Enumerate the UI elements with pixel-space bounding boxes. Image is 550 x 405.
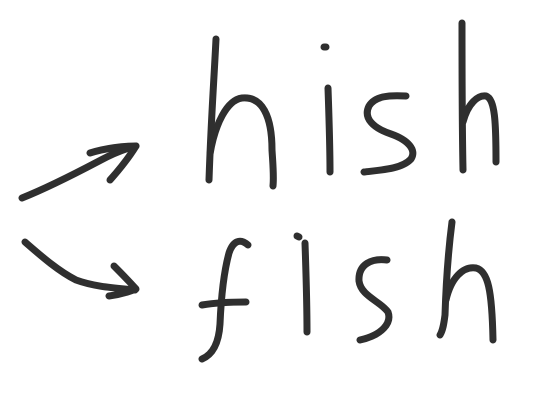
hish-i-stem [328,88,330,172]
arrow-down-right-icon [25,242,136,296]
hish-h-bowl [210,98,273,186]
fish-i-dot [297,236,299,237]
fish-h-stem [440,222,452,335]
arrow-up-right-icon [22,146,136,198]
fish-i-stem [305,243,307,332]
fish-f-crossbar [202,302,246,305]
fish-s [359,260,389,340]
hish-h-stem [209,39,216,180]
hish-s [364,96,413,172]
word-fish-drawing [202,222,493,359]
word-hish-drawing [209,23,496,186]
hish-h2-bowl [463,96,496,162]
fish-h-bowl [446,268,493,340]
arrow-bottom-head [109,266,136,296]
hish-h2-stem [462,23,463,170]
